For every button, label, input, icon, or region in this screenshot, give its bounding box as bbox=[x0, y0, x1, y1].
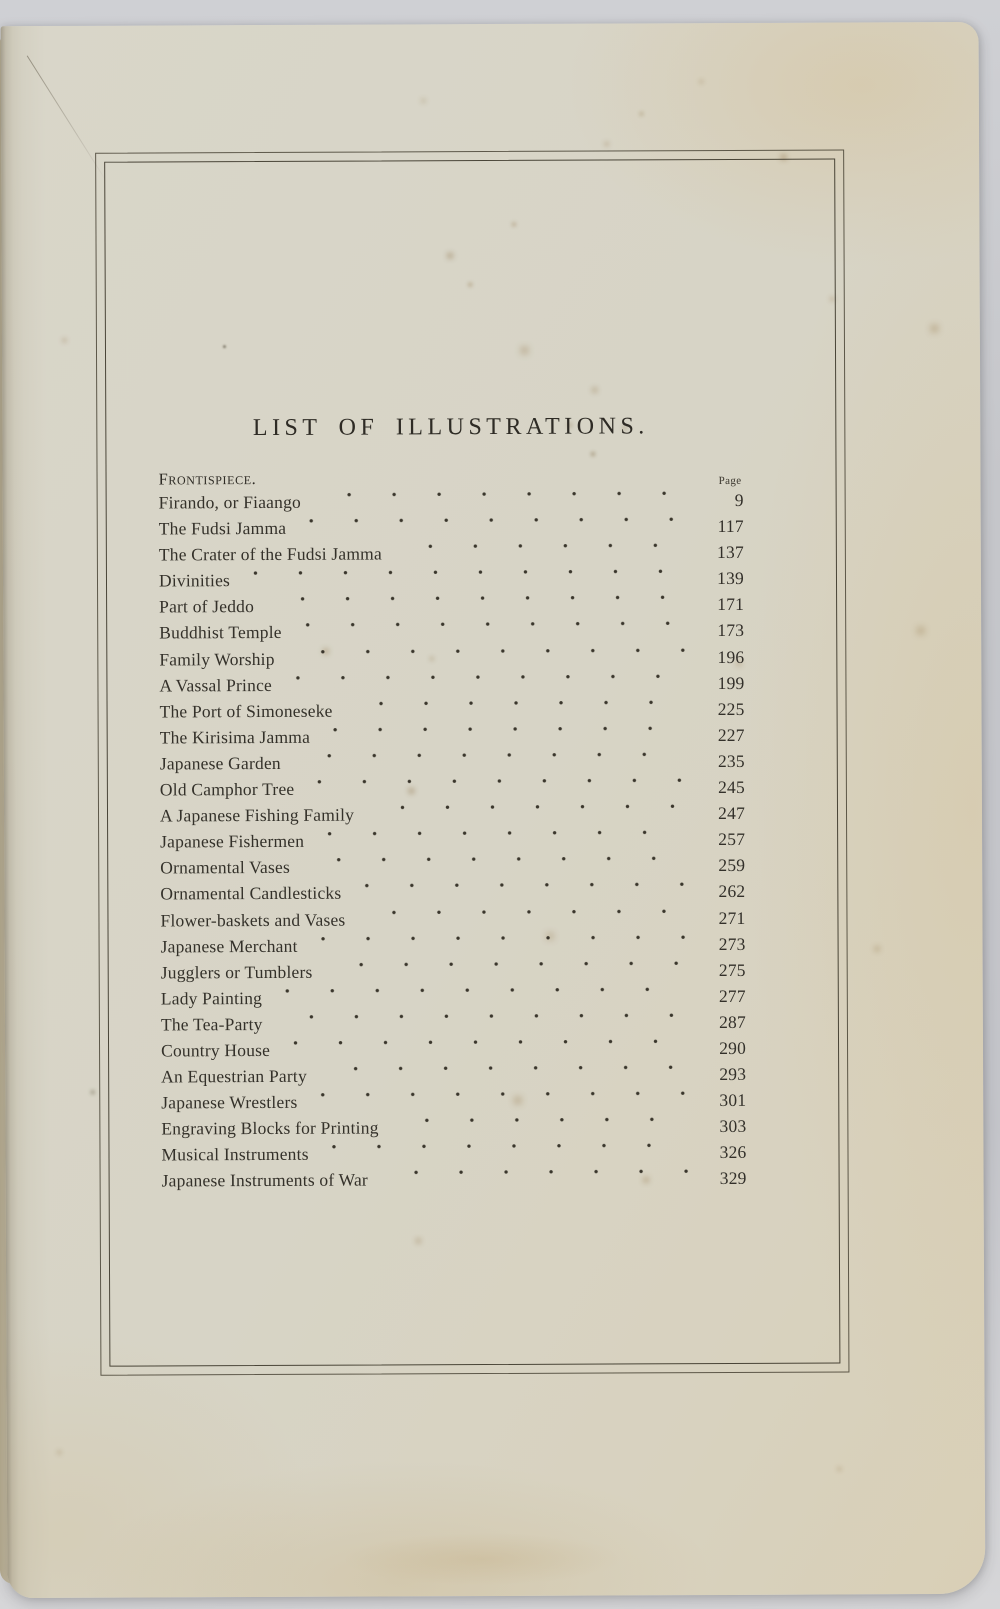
leader-dots bbox=[312, 774, 687, 802]
illustration-list bbox=[159, 487, 747, 1194]
leader-dots bbox=[315, 1087, 688, 1115]
leader-dots bbox=[359, 879, 687, 907]
leader-dots bbox=[280, 983, 688, 1011]
entry-title: Country House bbox=[161, 1039, 271, 1061]
book-page bbox=[1, 22, 986, 1598]
list-item bbox=[159, 617, 744, 646]
list-item bbox=[159, 591, 744, 620]
entry-page-number: 273 bbox=[718, 933, 746, 954]
entry-title: A Vassal Prince bbox=[159, 674, 273, 696]
entry-title: Jugglers or Tumblers bbox=[160, 961, 313, 983]
entry-page-number: 262 bbox=[718, 881, 746, 902]
list-item bbox=[160, 904, 745, 933]
entry-page-number: 137 bbox=[716, 542, 744, 563]
list-item bbox=[160, 878, 745, 907]
entry-title: The Crater of the Fudsi Jamma bbox=[158, 543, 382, 565]
leader-dots bbox=[319, 487, 686, 515]
entry-page-number: 303 bbox=[719, 1116, 747, 1137]
entry-title: Flower-baskets and Vases bbox=[160, 909, 346, 930]
entry-title: A Japanese Fishing Family bbox=[159, 804, 355, 826]
entry-title: Japanese Merchant bbox=[160, 935, 298, 957]
entry-title: Buddhist Temple bbox=[159, 622, 282, 643]
entry-page-number: 275 bbox=[718, 959, 746, 980]
entry-page-number: 227 bbox=[717, 724, 745, 745]
list-item bbox=[161, 1009, 746, 1038]
toc-header-row bbox=[158, 461, 743, 490]
entry-title: Family Worship bbox=[159, 648, 275, 670]
entry-page-number: 235 bbox=[717, 750, 745, 771]
table-of-illustrations bbox=[158, 461, 746, 1194]
leader-dots bbox=[300, 618, 687, 646]
leader-dots bbox=[386, 1166, 689, 1193]
list-item bbox=[161, 1113, 746, 1142]
leader-dots bbox=[372, 800, 687, 827]
leader-dots bbox=[281, 1009, 688, 1037]
bottom-smudge bbox=[297, 1523, 667, 1595]
leader-dots bbox=[272, 592, 686, 620]
entry-page-number: 257 bbox=[718, 829, 746, 850]
list-item bbox=[160, 774, 745, 803]
leader-dots bbox=[400, 539, 686, 566]
list-item bbox=[161, 1087, 746, 1116]
entry-title: Part of Jeddo bbox=[159, 596, 255, 617]
entry-page-number: 196 bbox=[717, 646, 745, 667]
entry-page-number: 287 bbox=[719, 1011, 746, 1032]
entry-title: An Equestrian Party bbox=[161, 1065, 307, 1087]
entry-title: Ornamental Vases bbox=[160, 857, 291, 878]
entry-page-number: 293 bbox=[719, 1063, 747, 1085]
entry-page-number: 199 bbox=[717, 672, 745, 693]
list-item bbox=[161, 957, 746, 986]
list-item bbox=[160, 748, 745, 777]
entry-title: The Tea-Party bbox=[160, 1013, 263, 1035]
leader-dots bbox=[330, 957, 687, 985]
entry-title: Japanese Wrestlers bbox=[161, 1092, 298, 1113]
entry-title: The Kirisima Jamma bbox=[159, 726, 311, 748]
leader-dots bbox=[308, 852, 687, 880]
entry-title: The Port of Simoneseke bbox=[159, 700, 333, 722]
leader-dots bbox=[299, 748, 687, 776]
foxing-stains bbox=[1, 26, 2, 27]
list-item bbox=[160, 696, 745, 725]
entry-page-number: 301 bbox=[719, 1090, 747, 1111]
entry-title: Firando, or Fiaango bbox=[158, 491, 302, 513]
entry-title: Musical Instruments bbox=[161, 1144, 309, 1165]
list-item bbox=[159, 643, 744, 672]
list-item bbox=[160, 826, 745, 855]
entry-title: Japanese Garden bbox=[159, 752, 281, 774]
leader-dots bbox=[351, 696, 687, 724]
entry-page-number: 247 bbox=[718, 803, 746, 824]
leader-dots bbox=[304, 513, 686, 541]
leader-dots bbox=[328, 722, 687, 750]
entry-title: Ornamental Candlesticks bbox=[160, 883, 342, 904]
spine-crease-shadow bbox=[1, 26, 52, 1598]
list-item bbox=[160, 722, 745, 751]
list-item bbox=[159, 513, 744, 542]
leader-dots bbox=[293, 644, 687, 672]
leader-dots bbox=[327, 1139, 689, 1167]
list-item bbox=[161, 1061, 746, 1090]
entry-page-number: 271 bbox=[718, 907, 746, 928]
entry-page-number: 290 bbox=[719, 1037, 747, 1058]
page-title: LIST OF ILLUSTRATIONS. bbox=[252, 413, 649, 442]
entry-page-number: 225 bbox=[717, 698, 745, 719]
list-item bbox=[161, 983, 746, 1012]
frontispiece-label: Frontispiece. bbox=[158, 469, 257, 489]
entry-page-number: 259 bbox=[718, 855, 746, 876]
entry-page-number: 326 bbox=[719, 1142, 747, 1163]
entry-page-number: 245 bbox=[717, 776, 745, 798]
entry-page-number: 173 bbox=[717, 620, 745, 641]
entry-title: Japanese Fishermen bbox=[160, 831, 305, 852]
list-item bbox=[161, 930, 746, 959]
entry-page-number: 139 bbox=[717, 568, 745, 589]
entry-page-number: 171 bbox=[717, 594, 745, 615]
list-item bbox=[161, 1035, 746, 1064]
entry-page-number: 9 bbox=[734, 489, 744, 510]
entry-page-number: 329 bbox=[719, 1168, 747, 1189]
leader-dots bbox=[316, 931, 688, 959]
entry-title: Japanese Instruments of War bbox=[161, 1169, 368, 1191]
list-item bbox=[159, 670, 744, 699]
entry-title: Divinities bbox=[158, 570, 231, 591]
entry-page-number: 277 bbox=[718, 985, 746, 1006]
leader-dots bbox=[363, 905, 687, 933]
leader-dots bbox=[248, 565, 686, 593]
list-item bbox=[160, 800, 745, 829]
entry-title: Engraving Blocks for Printing bbox=[161, 1117, 379, 1139]
list-item bbox=[161, 1139, 746, 1168]
entry-title: Lady Painting bbox=[160, 987, 263, 1009]
list-item bbox=[159, 565, 744, 594]
entry-title: Old Camphor Tree bbox=[159, 778, 295, 800]
list-item bbox=[159, 487, 744, 516]
entry-title: The Fudsi Jamma bbox=[158, 517, 287, 539]
list-item bbox=[159, 539, 744, 568]
entry-page-number: 117 bbox=[717, 515, 744, 537]
leader-dots bbox=[325, 1061, 688, 1089]
leader-dots bbox=[322, 826, 687, 854]
leader-dots bbox=[288, 1035, 688, 1063]
leader-dots bbox=[397, 1113, 689, 1140]
leader-dots bbox=[290, 670, 687, 698]
page-column-label: Page bbox=[718, 474, 742, 488]
list-item bbox=[160, 852, 745, 881]
list-item bbox=[162, 1165, 747, 1194]
